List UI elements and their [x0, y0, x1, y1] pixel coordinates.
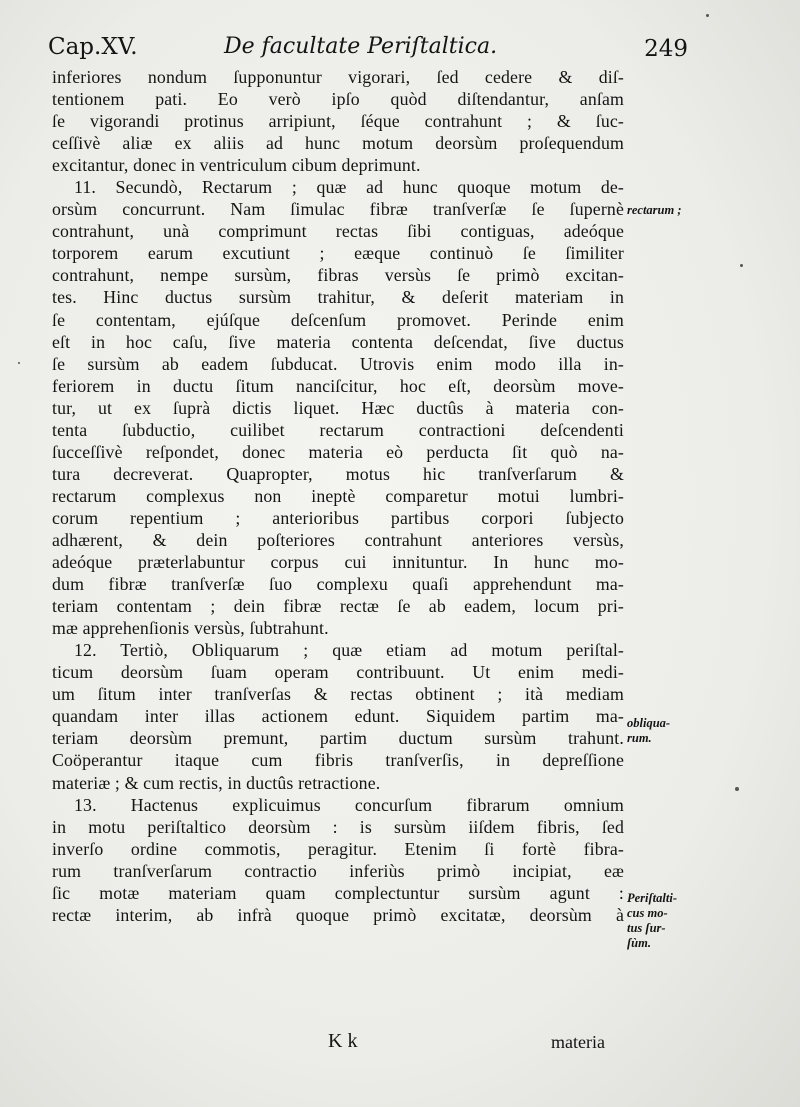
text-line: torporem earum excutiunt ; eæque continuò ſe ſimiliter: [52, 243, 624, 264]
text-line: eſt in hoc caſu, ſive materia contenta deſcendat, ſive ductus: [52, 331, 624, 352]
text-line: teriam contentam ; dein fibræ rectæ ſe ab eadem, locum pri-: [52, 596, 624, 617]
paper-speck: [18, 362, 20, 364]
margin-note-obliquarum: [627, 716, 670, 746]
paper-speck: [735, 787, 739, 791]
text-line: ſucceſſivè reſpondet, donec materia eò perducta ſit quò na-: [52, 441, 624, 462]
text-line: 11. Secundò, Rectarum ; quæ ad hunc quoque motum de-: [74, 177, 624, 198]
text-line: rectæ interim, ab infrà quoque primò excitatæ, deorsùm à: [52, 904, 624, 925]
margin-note-line: ſùm.: [627, 936, 651, 950]
margin-note-rectarum: [627, 203, 682, 218]
text-line: 13. Hactenus explicuimus concurſum fibrarum omnium: [74, 794, 624, 815]
text-line: orsùm concurrunt. Nam ſimulac fibræ tranſverſæ ſe ſupernè: [52, 199, 624, 220]
running-title: De facultate Periſtaltica.: [224, 34, 498, 59]
text-line: rum tranſverſarum contractio inferiùs primò incipiat, eæ: [52, 860, 624, 881]
text-line: contrahunt, unà comprimunt rectas ſibi contiguas, adeóque: [52, 221, 624, 242]
signature-mark: K k: [328, 1030, 358, 1052]
margin-note-line: rectarum ;: [627, 203, 682, 217]
margin-note-line: Periſtalti-: [627, 891, 677, 905]
page-footer: [0, 1030, 800, 1060]
text-line: um ſitum inter tranſverſas & rectas obtinent ; ità mediam: [52, 684, 624, 705]
text-line: teriam deorsùm premunt, partim ductum sursùm trahunt.: [52, 728, 624, 749]
text-line: feriorem in ductu ſitum nanciſcitur, hoc eſt, deorsùm move-: [52, 375, 624, 396]
margin-note-line: rum.: [627, 731, 652, 745]
text-line: ceſſivè aliæ ex aliis ad hunc motum deorsùm proſequendum: [52, 133, 624, 154]
text-line: Coöperantur itaque cum fibris tranſverſis, in depreſſione: [52, 750, 624, 771]
margin-note-peristalticus: [627, 891, 677, 951]
text-line: 12. Tertiò, Obliquarum ; quæ etiam ad motum periſtal-: [74, 640, 624, 661]
text-line: tura decreverat. Quapropter, motus hic tranſverſarum &: [52, 463, 624, 484]
text-line: mæ apprehenſionis versùs, ſubtrahunt.: [52, 618, 329, 639]
body-text: [52, 66, 624, 926]
chapter-label: Cap.XV.: [48, 34, 138, 60]
text-line: quandam inter illas actionem edunt. Siquidem partim ma-: [52, 706, 624, 727]
paper-speck: [706, 14, 709, 17]
text-line: ticum deorsùm ſuam operam contribuunt. Ut enim medi-: [52, 662, 624, 683]
text-line: contrahunt, nempe sursùm, fibras versùs ſe primò excitan-: [52, 265, 624, 286]
catchword: materia: [551, 1032, 605, 1052]
text-line: ſic motæ materiam quam complectuntur sursùm agunt :: [52, 882, 624, 903]
paper-speck: [740, 264, 743, 267]
text-line: ſe sursùm ab eadem ſubducat. Utrovis enim modo illa in-: [52, 353, 624, 374]
margin-note-line: tus ſur-: [627, 921, 666, 935]
text-line: adhærent, & dein poſteriores contrahunt anteriores versùs,: [52, 529, 624, 550]
running-header: [48, 34, 688, 68]
text-line: in motu periſtaltico deorsùm : is sursùm iiſdem fibris, ſed: [52, 816, 624, 837]
text-line: inferiores nondum ſupponuntur vigorari, ſed cedere & diſ-: [52, 67, 624, 87]
text-line: tenta ſubductio, cuilibet rectarum contractioni deſcendenti: [52, 419, 624, 440]
text-line: ſe vigorandi protinus arripiunt, ſéque contrahunt ; & ſuc-: [52, 111, 624, 132]
margin-note-line: obliqua-: [627, 716, 671, 730]
text-line: ſe contentam, ejúſque deſcenſum promovet. Perinde enim: [52, 309, 624, 330]
text-line: tes. Hinc ductus sursùm trahitur, & deſerit materiam in: [52, 287, 624, 308]
text-line: tur, ut ex ſuprà dictis liquet. Hæc ductûs à materia con-: [52, 397, 624, 418]
text-line: inverſo ordine commotis, peragitur. Etenim ſi fortè fibra-: [52, 838, 624, 859]
text-line: rectarum complexus non ineptè comparetur motui lumbri-: [52, 485, 624, 506]
text-line: dum fibræ tranſverſæ ſuo complexu quaſi apprehendunt ma-: [52, 574, 624, 595]
text-line: materiæ ; & cum rectis, in ductûs retractione.: [52, 772, 381, 793]
text-line: corum repentium ; anterioribus partibus corpori ſubjecto: [52, 507, 624, 528]
margin-note-line: cus mo-: [627, 906, 668, 920]
page-number: 249: [644, 36, 688, 62]
text-line: tentionem pati. Eo verò ipſo quòd diſtendantur, anſam: [52, 89, 624, 110]
text-line: adeóque præterlabuntur corpus cui innituntur. In hunc mo-: [52, 552, 624, 573]
text-line: excitantur, donec in ventriculum cibum deprimunt.: [52, 155, 421, 176]
